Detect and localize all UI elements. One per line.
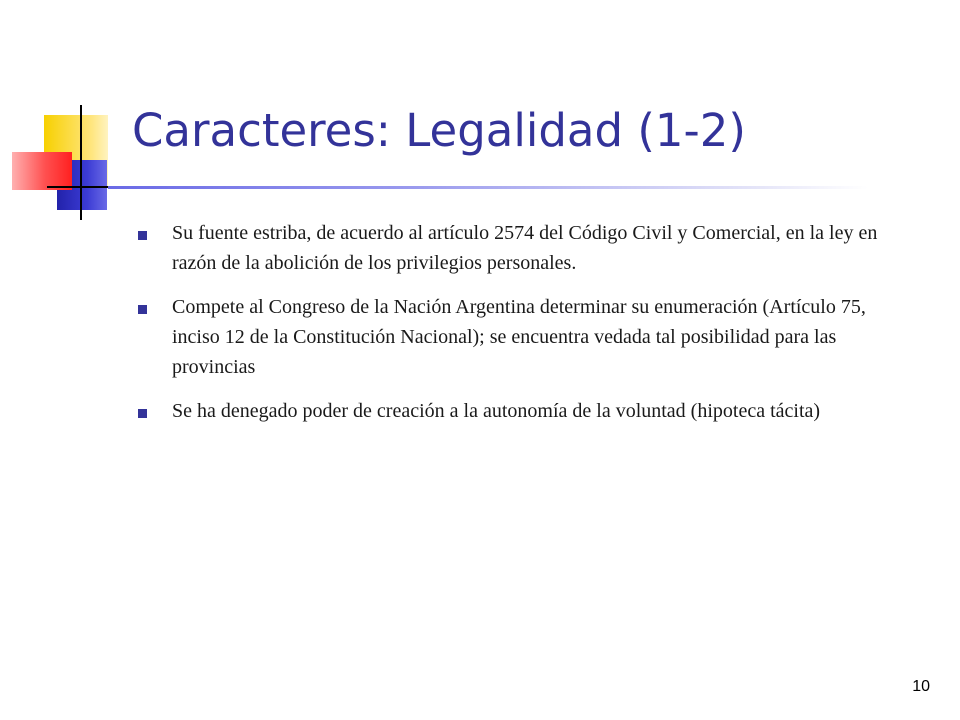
bullet-item [132,292,892,382]
bullet-item [132,396,892,426]
square-bullet-icon [138,231,147,240]
title-underline [108,186,868,189]
bullet-item [132,218,892,278]
page-number: 10 [912,678,930,695]
red-square-shape [12,152,72,190]
bullet-text: Compete al Congreso de la Nación Argentina determinar su enumeración (Artículo 75, inciso 12 de la Constitución Nacional); se encuentra vedada tal posibilidad para las provincias [172,296,866,378]
square-bullet-icon [138,409,147,418]
slide-title: Caracteres: Legalidad (1-2) [132,104,746,157]
decorative-logo [0,0,140,230]
vertical-line [80,105,82,220]
bullet-list [132,218,892,440]
bullet-text: Se ha denegado poder de creación a la autonomía de la voluntad (hipoteca tácita) [172,400,821,422]
bullet-text: Su fuente estriba, de acuerdo al artículo 2574 del Código Civil y Comercial, en la ley en razón de la abolición de los privilegios personales. [172,222,878,274]
square-bullet-icon [138,305,147,314]
